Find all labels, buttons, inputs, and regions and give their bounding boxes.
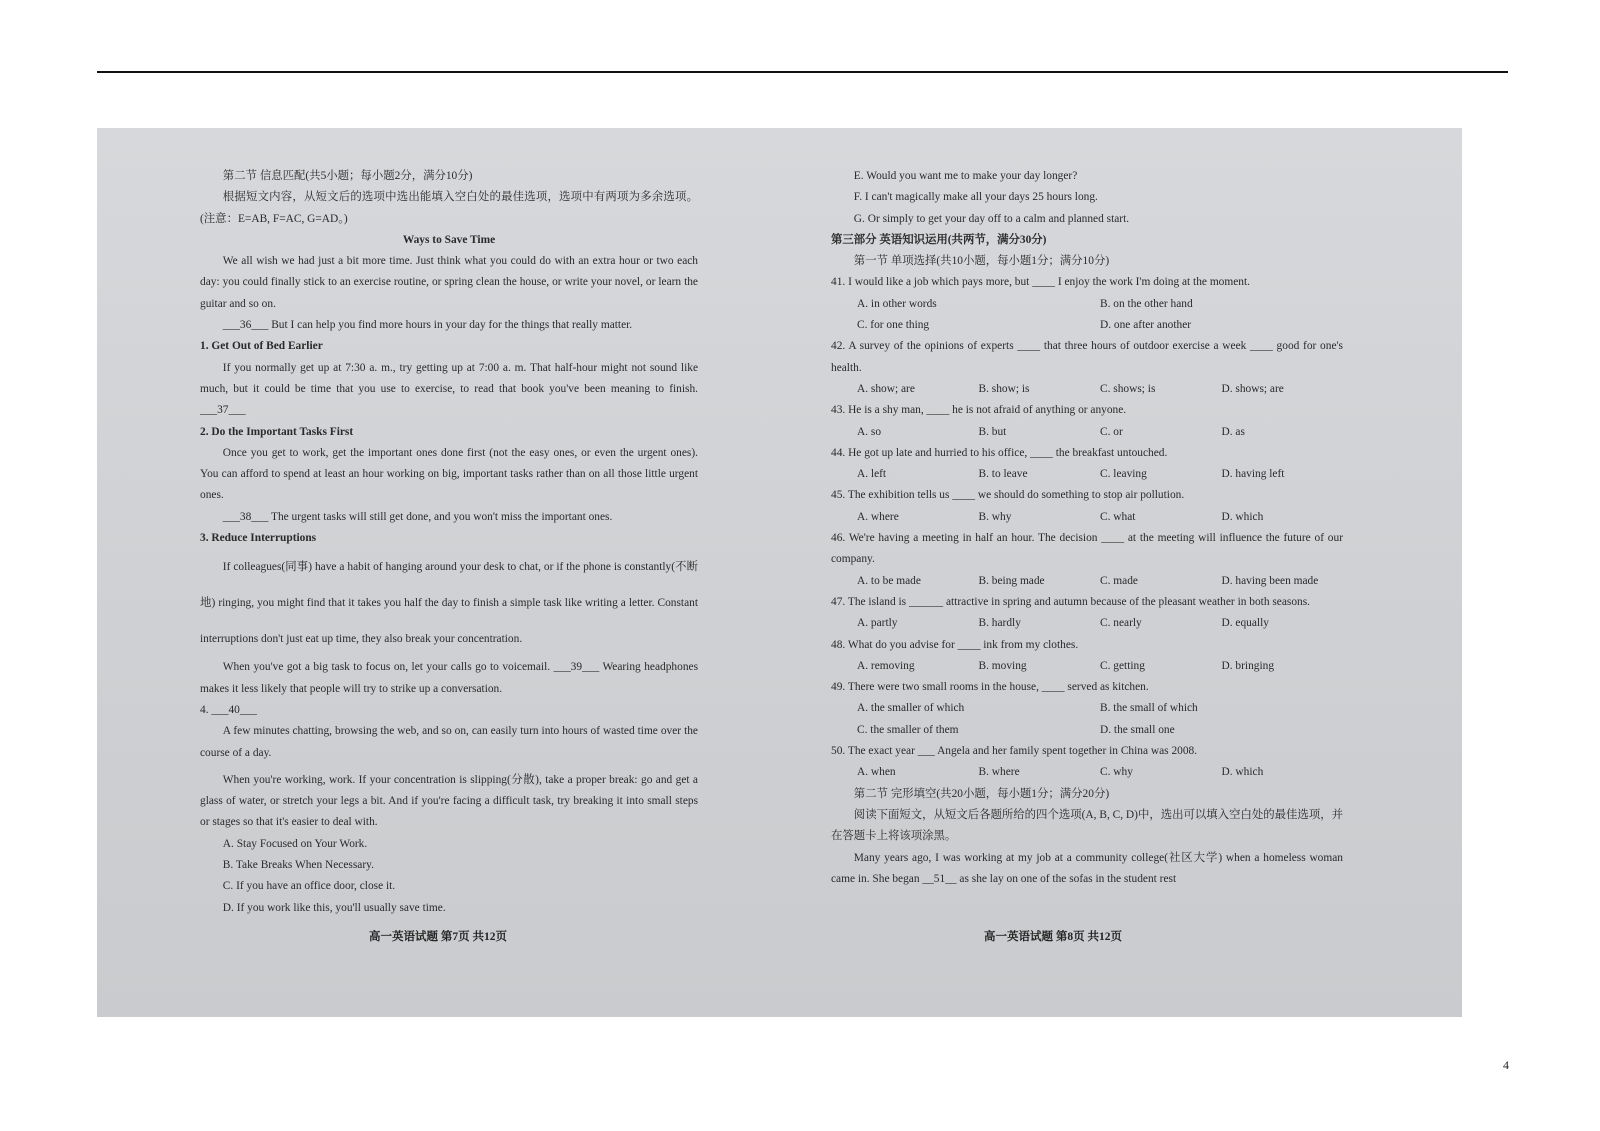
paragraph-6: When you're working, work. If your concentration is slipping(分散), take a proper break: go and get a glass of water, or stretch your legs a bit. And if you're facing a difficult task, try breaking it into small steps or stages so that it's easier to deal with. xyxy=(200,773,698,829)
answer-option: C. getting xyxy=(1100,659,1145,672)
scanned-exam-spread xyxy=(97,128,1462,1017)
paragraph-3: If colleagues(同事) have a habit of hanging around your desk to chat, or if the phone is constantly(不断地) ringing, you might find that it takes you half the day to finish a simple task like writing a letter. Constant interruptions don't just eat up time, they also break your concentration. xyxy=(200,561,698,646)
answer-option: C. made xyxy=(1100,574,1138,587)
answer-option: A. left xyxy=(857,468,887,481)
blank-36-line: ___36___ But I can help you find more hours in your day for the things that really matter. xyxy=(222,319,633,332)
answer-option: B. why xyxy=(978,510,1012,523)
question-stem: 41. I would like a job which pays more, but ____ I enjoy the work I'm doing at the moment. xyxy=(831,276,1251,289)
heading-3: 3. Reduce Interruptions xyxy=(200,532,317,545)
answer-option: C. nearly xyxy=(1100,617,1142,630)
answer-option: C. or xyxy=(1100,425,1123,438)
answer-option: A. when xyxy=(857,766,896,779)
question-options xyxy=(831,698,1343,719)
answer-option: B. to leave xyxy=(978,468,1028,481)
instructions: 根据短文内容，从短文后的选项中选出能填入空白处的最佳选项，选项中有两项为多余选项。(注意：E=AB, F=AC, G=AD。) xyxy=(200,191,698,225)
answer-option: C. shows; is xyxy=(1100,382,1156,395)
question-options xyxy=(831,315,1343,336)
answer-option: C. for one thing xyxy=(857,319,930,332)
question-stem: 43. He is a shy man, ____ he is not afraid of anything or anyone. xyxy=(831,404,1127,417)
answer-option: D. shows; are xyxy=(1221,382,1284,395)
heading-1: 1. Get Out of Bed Earlier xyxy=(200,340,323,353)
intro-paragraph: We all wish we had just a bit more time. Just think what you could do with an extra hour or two each day: you could finally stick to an exercise routine, or spring clean the house, or write your novel, or learn the guitar and so on. xyxy=(200,255,698,310)
option-b: B. Take Breaks When Necessary. xyxy=(222,859,374,872)
heading-2: 2. Do the Important Tasks First xyxy=(200,425,354,438)
answer-option: D. the small one xyxy=(1100,723,1175,736)
answer-option: B. but xyxy=(978,425,1007,438)
section2-instructions: 阅读下面短文，从短文后各题所给的四个选项(A, B, C, D)中，选出可以填入空白处的最佳选项，并在答题卡上将该项涂黑。 xyxy=(831,808,1343,843)
section2-title: 第二节 完形填空(共20小题，每小题1分；满分20分) xyxy=(853,787,1110,800)
paragraph-2: Once you get to work, get the important ones done first (not the easy ones, or even the urgent ones). You can afford to spend at least an hour working on big, important tasks rather than on all those little urgent ones. xyxy=(200,446,698,502)
answer-option: D. bringing xyxy=(1221,659,1275,672)
option-a: A. Stay Focused on Your Work. xyxy=(222,837,368,850)
right-page xyxy=(831,166,1343,890)
answer-option: B. hardly xyxy=(978,617,1021,630)
question-stem: 42. A survey of the opinions of experts ____ that three hours of outdoor exercise a week ____ good for one's health. xyxy=(831,340,1343,374)
question-options xyxy=(831,379,1343,400)
question-options xyxy=(831,571,1343,592)
top-rule xyxy=(97,71,1508,73)
answer-option: A. the smaller of which xyxy=(857,702,965,715)
question-options xyxy=(831,507,1343,528)
option-c: C. If you have an office door, close it. xyxy=(222,880,396,893)
answer-option: A. show; are xyxy=(857,382,915,395)
question-options xyxy=(831,294,1343,315)
question-options xyxy=(831,762,1343,783)
answer-option: A. in other words xyxy=(857,297,937,310)
page-number: 4 xyxy=(1503,1058,1509,1072)
answer-option: D. having been made xyxy=(1221,574,1319,587)
left-page xyxy=(200,166,698,919)
question-options xyxy=(831,613,1343,634)
option-list xyxy=(200,834,698,919)
paragraph-4: When you've got a big task to focus on, let your calls go to voicemail. ___39___ Wearing headphones makes it less likely that people will try to strike up a conversation. xyxy=(200,661,698,695)
question-options xyxy=(831,464,1343,485)
section-title: 第二节 信息匹配(共5小题；每小题2分，满分10分) xyxy=(222,170,473,182)
answer-option: C. what xyxy=(1100,510,1136,523)
answer-option: D. equally xyxy=(1221,617,1269,630)
answer-option: A. partly xyxy=(857,617,898,630)
answer-option: C. why xyxy=(1100,766,1133,779)
paragraph-1: If you normally get up at 7:30 a. m., try getting up at 7:00 a. m. That half-hour might not sound like much, but it could be time that you use to exercise, to read that book you've been meaning to finish. ___37___ xyxy=(200,361,698,417)
answer-option: D. having left xyxy=(1221,468,1285,481)
question-stem: 44. He got up late and hurried to his office, ____ the breakfast untouched. xyxy=(831,446,1168,459)
answer-option: D. one after another xyxy=(1100,319,1192,332)
passage-title: Ways to Save Time xyxy=(402,233,496,246)
question-stem: 47. The island is ______ attractive in spring and autumn because of the pleasant weather in both seasons. xyxy=(831,595,1311,608)
answer-option: B. moving xyxy=(978,659,1027,672)
answer-option: A. where xyxy=(857,510,899,523)
part3-title: 第三部分 英语知识运用(共两节，满分30分) xyxy=(831,233,1047,246)
option-f: F. I can't magically make all your days 25 hours long. xyxy=(853,191,1098,204)
cloze-passage-start: Many years ago, I was working at my job at a community college(社区大学) when a homeless woman came in. She began __51__ as she lay on one of the sofas in the student rest xyxy=(831,851,1343,885)
answer-option: D. as xyxy=(1221,425,1245,438)
option-d: D. If you work like this, you'll usually save time. xyxy=(222,901,446,914)
question-stem: 49. There were two small rooms in the house, ____ served as kitchen. xyxy=(831,681,1149,694)
answer-option: A. so xyxy=(857,425,882,438)
right-page-footer: 高一英语试题 第8页 共12页 xyxy=(984,931,1122,943)
question-list xyxy=(831,272,1343,783)
answer-option: C. the smaller of them xyxy=(857,723,959,736)
heading-4: 4. ___40___ xyxy=(200,703,257,716)
question-stem: 45. The exhibition tells us ____ we should do something to stop air pollution. xyxy=(831,489,1185,502)
answer-option: B. on the other hand xyxy=(1100,297,1193,310)
answer-option: A. removing xyxy=(857,659,915,672)
question-options xyxy=(831,720,1343,741)
answer-option: D. which xyxy=(1221,510,1264,523)
answer-option: C. leaving xyxy=(1100,468,1147,481)
answer-option: B. being made xyxy=(978,574,1045,587)
answer-option: D. which xyxy=(1221,766,1264,779)
answer-option: A. to be made xyxy=(857,574,921,587)
paragraph-5: A few minutes chatting, browsing the web, and so on, can easily turn into hours of wasted time over the course of a day. xyxy=(200,725,698,759)
question-stem: 46. We're having a meeting in half an hour. The decision ____ at the meeting will influence the future of our company. xyxy=(831,532,1343,566)
blank-38-line: ___38___ The urgent tasks will still get done, and you won't miss the important ones. xyxy=(222,510,613,523)
section1-title: 第一节 单项选择(共10小题，每小题1分；满分10分) xyxy=(853,255,1110,268)
question-options xyxy=(831,422,1343,443)
left-page-footer: 高一英语试题 第7页 共12页 xyxy=(369,931,507,943)
option-e: E. Would you want me to make your day longer? xyxy=(853,170,1078,182)
answer-option: B. show; is xyxy=(978,382,1030,395)
answer-option: B. where xyxy=(978,766,1020,779)
option-g: G. Or simply to get your day off to a calm and planned start. xyxy=(853,212,1130,225)
question-stem: 50. The exact year ___ Angela and her family spent together in China was 2008. xyxy=(831,745,1198,758)
answer-option: B. the small of which xyxy=(1100,702,1198,715)
question-stem: 48. What do you advise for ____ ink from my clothes. xyxy=(831,638,1079,651)
question-options xyxy=(831,656,1343,677)
